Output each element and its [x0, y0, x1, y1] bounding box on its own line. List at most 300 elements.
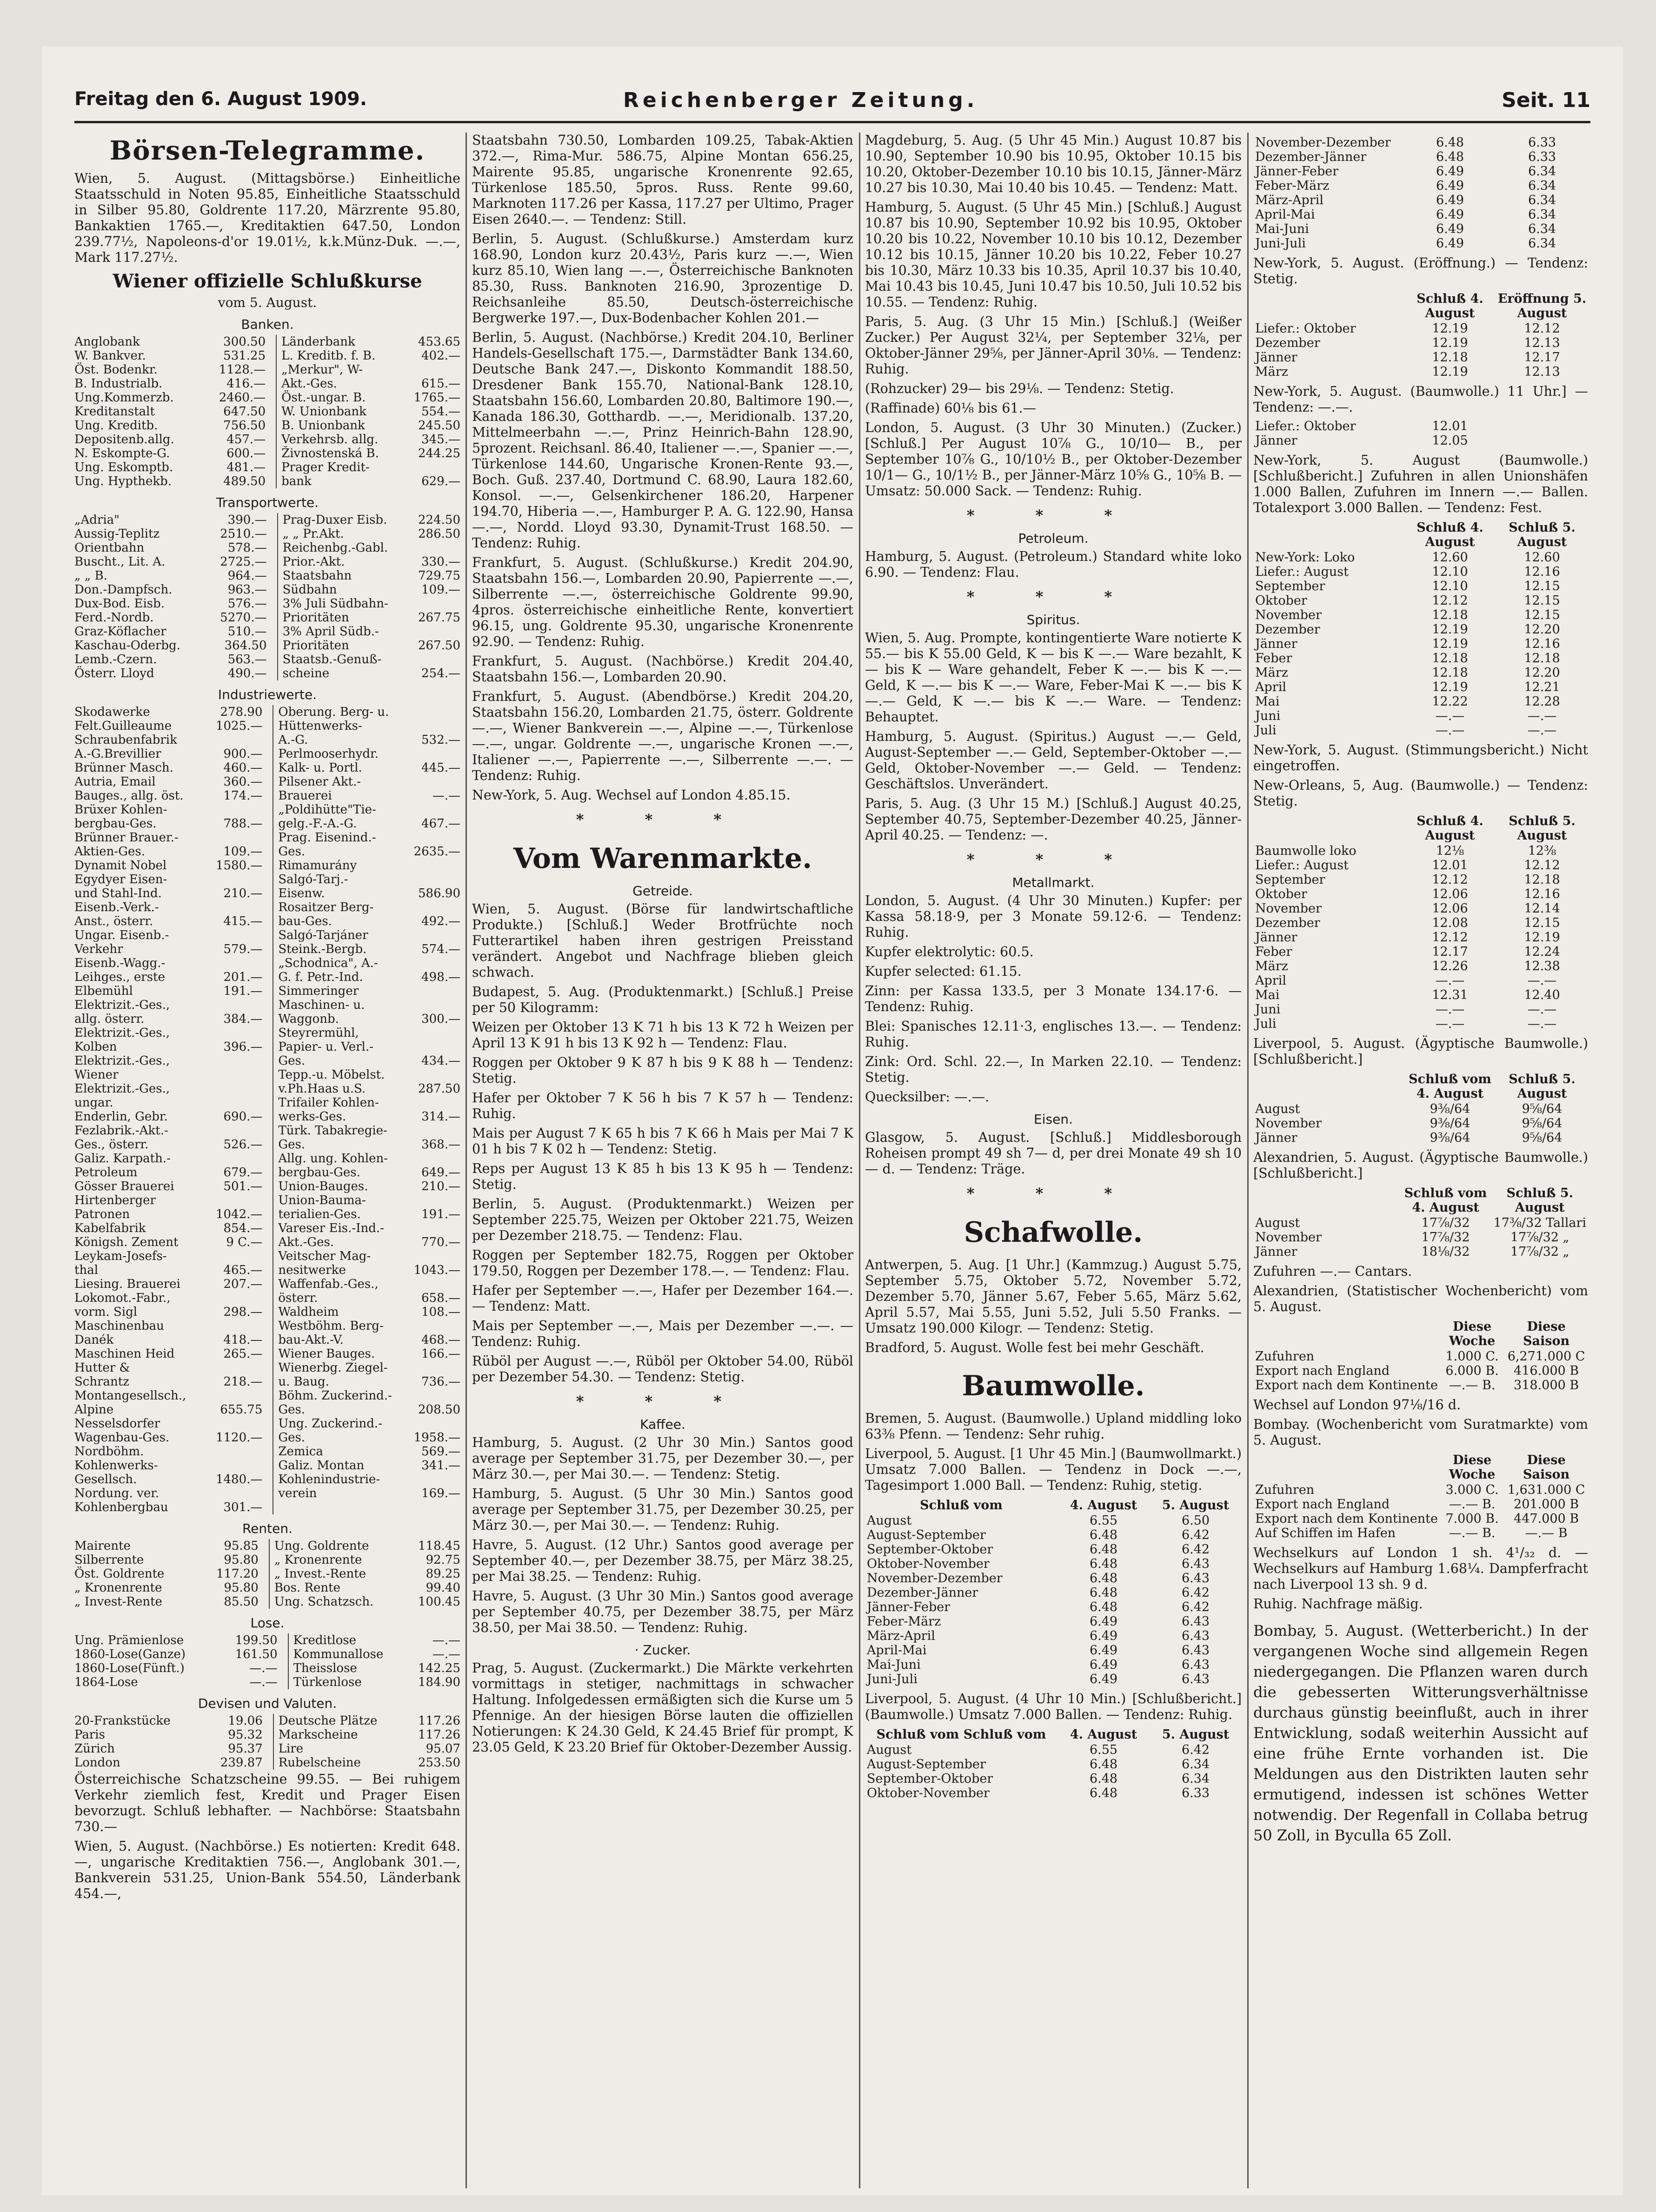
official-quotes-date: vom 5. August. — [218, 295, 317, 310]
security-name: Felt.Guilleaume — [74, 719, 172, 733]
newyork-eroeffnung-table — [1253, 291, 1588, 379]
security-price: 314.— — [421, 1110, 460, 1124]
price-table — [74, 1539, 460, 1609]
security-name: Kalk- u. Portl. — [273, 761, 407, 775]
security-name: Schraubenfabrik — [74, 733, 177, 747]
quote-row — [1253, 336, 1588, 350]
price-row — [74, 1647, 460, 1661]
article-havre-kaffee-2: Havre, 5. August. (3 Uhr 30 Min.) Santos good average per September 40.75, per Dezember 38.75, per März 38.50, per Mai 38.50. — Tendenz: Ruhig. — [472, 1588, 853, 1635]
page-header — [74, 79, 1590, 123]
security-price — [410, 625, 460, 639]
price-row — [74, 363, 460, 377]
article-hamburg-spiritus: Hamburg, 5. August. (Spiritus.) August —.— Geld, August-September —.— Geld, September-Oktober —.— Geld, Oktober-November —.— Geld. — Tendenz: Geschäftslos. Unverändert. — [865, 729, 1242, 792]
price-row — [74, 419, 460, 433]
quote-value: —.— B. — [1449, 1526, 1496, 1540]
security-name: Brüxer Kohlen- — [74, 803, 167, 817]
quote-value: 17⅜/32 Tallari — [1493, 1216, 1586, 1230]
quote-month: August-September — [867, 1757, 986, 1772]
security-name: Union-Bauges. — [273, 1179, 407, 1193]
security-price: 208.50 — [418, 1403, 460, 1417]
security-name: Elbemühl — [74, 984, 133, 998]
quote-row — [1253, 150, 1588, 164]
price-row — [74, 555, 460, 569]
liverpool-quote-table-1 — [865, 1497, 1242, 1686]
quote-value: 6.48 — [1089, 1772, 1118, 1786]
quote-value: 12.18 — [1432, 350, 1468, 365]
security-price: 95.37 — [228, 1742, 263, 1756]
security-price: 434.— — [421, 1054, 460, 1068]
quote-month: Dezember-Jänner — [867, 1586, 978, 1600]
quote-value: 6.49 — [1436, 193, 1464, 207]
price-row — [74, 1026, 460, 1040]
security-name: Rosaitzer Berg- — [273, 900, 407, 914]
security-price: 92.75 — [426, 1553, 460, 1567]
security-price: 300.50 — [223, 335, 266, 349]
price-row — [74, 1742, 460, 1756]
quote-value: 6.42 — [1181, 1743, 1210, 1757]
security-name: Verkehrsb. allg. — [276, 433, 403, 446]
security-price: 460.— — [223, 761, 263, 775]
security-price — [407, 998, 460, 1012]
security-name: scheine — [278, 666, 410, 680]
price-row — [74, 1249, 460, 1263]
quote-row — [1253, 365, 1588, 379]
security-name: Prioritäten — [278, 611, 410, 625]
security-name: Oberung. Berg- u. — [273, 705, 407, 719]
quote-value: 12.13 — [1524, 365, 1560, 379]
price-table — [74, 1633, 460, 1689]
article-newyork-stimmung: New-York, 5. August. (Stimmungsbericht.) Nicht eingetroffen. — [1253, 742, 1588, 773]
security-price — [208, 1445, 273, 1459]
security-name: Salgó-Tarjáner — [273, 928, 407, 942]
column-rule — [859, 133, 860, 2188]
price-row — [74, 747, 460, 761]
quote-row — [1253, 164, 1588, 179]
quote-value: 6.34 — [1528, 164, 1556, 179]
quote-month: Feber — [1255, 945, 1292, 959]
quote-value: —.— — [1435, 1017, 1465, 1031]
security-price: 457.— — [226, 433, 266, 446]
divider-stars: * * * — [966, 1185, 1140, 1202]
quote-head-row — [1253, 1071, 1588, 1102]
quote-month: Jänner-Feber — [1255, 164, 1339, 179]
price-row — [74, 859, 460, 873]
security-name: Galiz. Montan — [273, 1459, 407, 1472]
quote-head-cell — [1253, 813, 1404, 844]
quote-month: Jänner — [1255, 350, 1297, 365]
security-name: Lire — [273, 1742, 406, 1756]
security-name: „Adria" — [74, 513, 120, 527]
security-price — [407, 1389, 460, 1403]
price-row — [74, 666, 460, 680]
article-berlin-produkte: Berlin, 5. August. (Produktenmarkt.) Weizen per September 225.75, Weizen per Oktober 221.75, Weizen per Dezember 218.75. — Tendenz: Flau. — [472, 1196, 853, 1243]
security-name: terialien-Ges. — [273, 1207, 407, 1221]
category-spiritus: Spiritus. — [1026, 612, 1080, 627]
quote-value: 12.12 — [1432, 930, 1468, 945]
quote-row — [1253, 1512, 1588, 1526]
quote-head-row — [1253, 813, 1588, 844]
security-name: Aktien-Ges. — [74, 845, 145, 859]
security-name: Maschinenbau — [74, 1319, 164, 1333]
price-row — [74, 527, 460, 541]
security-name: Kreditanstalt — [74, 405, 155, 419]
quote-value: 6.33 — [1181, 1786, 1210, 1800]
price-row — [74, 1193, 460, 1207]
security-name: „ Invest-Rente — [74, 1595, 162, 1609]
price-row — [74, 733, 460, 747]
article-hamburg-zucker: Hamburg, 5. August. (5 Uhr 45 Min.) [Schluß.] August 10.87 bis 10.90, September 10.92 bis 10.95, Oktober 10.20 bis 10.22, November 10.10 bis 10.12, Dezember 10.12 bis 10.15, Jänner 10.20 bis 10.22, Feber 10.27 bis 10.30, März 10.33 bis 10.35, April 10.37 bis 10.40, Mai 10.43 bis 10.45, Juni 10.47 bis 10.50, Juli 10.52 bis 10.55. — Tendenz: Ruhig. — [865, 200, 1242, 310]
price-row — [74, 391, 460, 405]
security-price: —.— — [432, 1633, 460, 1647]
security-name: Prior.-Akt. — [278, 555, 410, 569]
security-price: 254.— — [421, 666, 460, 680]
quote-month: Mai-Juni — [1255, 222, 1309, 236]
security-name: 3% Juli Südbahn- — [278, 597, 410, 611]
quote-month: Jänner — [1255, 637, 1297, 651]
quote-value: 6.34 — [1181, 1772, 1210, 1786]
security-price: 1025.— — [215, 719, 263, 733]
price-row — [74, 1714, 460, 1728]
quote-row — [865, 1743, 1242, 1757]
security-price: 1480.— — [215, 1472, 263, 1486]
security-price: 95.80 — [224, 1553, 259, 1567]
security-name: Böhm. Zuckerind.- — [273, 1389, 407, 1403]
quote-table — [1253, 1319, 1588, 1392]
security-price: 210.— — [421, 1179, 460, 1193]
security-price — [407, 747, 460, 761]
security-name: Waffenfab.-Ges., — [273, 1277, 407, 1291]
security-name: Union-Bauma- — [273, 1193, 407, 1207]
security-name: Lokomot.-Fabr., — [74, 1291, 171, 1305]
quote-month: September-Oktober — [867, 1772, 993, 1786]
quote-month: November — [1255, 1116, 1322, 1131]
quote-value: 6.48 — [1089, 1528, 1118, 1542]
security-name: Staatsbahn — [278, 569, 410, 583]
column-2 — [472, 133, 853, 2188]
quote-head-cell — [1253, 1185, 1400, 1216]
security-name: Autria, Email — [74, 775, 156, 789]
quote-row — [865, 1672, 1242, 1686]
quote-row — [1253, 565, 1588, 579]
quote-month: Auf Schiffen im Hafen — [1255, 1526, 1396, 1540]
quote-value: 12.20 — [1524, 666, 1560, 680]
security-name: Silberrente — [74, 1553, 144, 1567]
category-zucker: · Zucker. — [634, 1642, 691, 1658]
article-paris-spiritus: Paris, 5. Aug. (3 Uhr 15 M.) [Schluß.] August 40.25, September 40.75, September-Dezember 40.25, Jänner-April 40.25. — Tendenz: —. — [865, 796, 1242, 843]
quote-value: 6.48 — [1089, 1586, 1118, 1600]
security-price — [208, 998, 273, 1012]
quote-value: 12.06 — [1432, 901, 1468, 916]
security-name: Prioritäten — [278, 639, 410, 653]
security-price: 467.— — [421, 817, 460, 831]
quote-row — [865, 1571, 1242, 1586]
security-name: verein — [273, 1486, 407, 1500]
security-name: Veitscher Mag- — [273, 1249, 407, 1263]
security-price — [208, 1054, 273, 1068]
security-name: Deutsche Plätze — [273, 1714, 406, 1728]
security-price: 100.45 — [418, 1595, 460, 1609]
price-row — [74, 569, 460, 583]
quote-month: Dezember-Jänner — [1255, 150, 1367, 164]
security-name: Öst. Bodenkr. — [74, 363, 158, 377]
quote-head-cell — [1253, 520, 1404, 550]
article-bombay-nachfrage: Ruhig. Nachfrage mäßig. — [1253, 1596, 1423, 1612]
security-price — [208, 1152, 273, 1166]
security-price — [407, 1068, 460, 1082]
security-price — [407, 1472, 460, 1486]
article-budapest-roggen: Roggen per Oktober 9 K 87 h bis 9 K 88 h — Tendenz: Stetig. — [472, 1055, 853, 1086]
quote-head-row — [1253, 1319, 1588, 1349]
quote-value: 318.000 B — [1514, 1378, 1579, 1392]
security-name: Brünner Brauer.- — [74, 831, 179, 845]
security-price: 245.50 — [418, 419, 460, 433]
price-row — [74, 1581, 460, 1595]
security-name: Elektrizit.-Ges., — [74, 1026, 170, 1040]
quote-value: 12.13 — [1524, 336, 1560, 350]
quote-row — [1253, 1017, 1588, 1031]
quote-row — [1253, 1483, 1588, 1497]
quote-month: April-Mai — [1255, 207, 1315, 222]
security-price — [407, 1249, 460, 1263]
security-name: Patronen — [74, 1207, 130, 1221]
security-price — [410, 653, 460, 666]
security-price: 788.— — [223, 817, 263, 831]
price-row — [74, 803, 460, 817]
security-name: Mairente — [74, 1539, 131, 1553]
quote-value: 6.43 — [1181, 1643, 1210, 1658]
quote-table — [1253, 135, 1588, 251]
quote-month: Export nach dem Kontinente — [1255, 1512, 1438, 1526]
quote-month: Liefer.: Oktober — [1255, 321, 1356, 336]
price-row — [74, 831, 460, 845]
quote-table — [865, 1726, 1242, 1800]
security-name: Nordung. ver. — [74, 1486, 160, 1500]
security-price: 445.— — [421, 761, 460, 775]
security-name: Ung. Prämienlose — [74, 1633, 184, 1647]
security-price: 364.50 — [224, 639, 267, 653]
security-name: Elektrizit.-Ges., — [74, 1054, 170, 1068]
quote-value: 12.15 — [1524, 579, 1560, 593]
quote-month: September — [1255, 579, 1325, 593]
security-name: Perlmooserhydr. — [273, 747, 407, 761]
quote-value: 447.000 B — [1514, 1512, 1579, 1526]
quote-month: Feber-März — [867, 1614, 941, 1629]
security-name: Salgó-Tarj.- — [273, 873, 407, 886]
article-berlin-nachboerse: Berlin, 5. August. (Nachbörse.) Kredit 204.10, Berliner Handels-Gesellschaft 175.—, Darmstädter Bank 134.60, Deutsche Bank 247.—, Diskonto Kommandit 188.50, Dresdener Bank 155.70, National-Bank 128.10, Staatsbahn 156.60, Lombarden 20.80, Baltimore 190.—, Kanada 186.30, Gotthardb. —.—, Meridionalb. 137.20, Mittelmeerbahn —.—, Prinz Heinrich-Bahn 128.90, 5prozent. Reichsanl. 86.40, Italiener —.—, Spanier —.—, Türkenlose 144.60, Ungarische Kronen-Rente 93.—, Boch. Guß. 237.40, Dortmund C. 68.90, Laura 182.60, Konsol. —.—, Gelsenkirchener 186.20, Harpener 194.70, Hiberia —.—, Hamburger P. A. G. 122.90, Hansa —.—, Nordd. Lloyd 93.30, Dynamit-Trust 168.50. — Tendenz: Ruhig. — [472, 330, 853, 551]
security-price: 253.50 — [418, 1756, 460, 1770]
security-name: 1860-Lose(Fünft.) — [74, 1661, 185, 1675]
security-name: Orientbahn — [74, 541, 145, 555]
article-antwerpen-wolle: Antwerpen, 5. Aug. [1 Uhr.] (Kammzug.) August 5.75, September 5.75, Oktober 5.72, November 5.72, Dezember 5.70, Jänner 5.67, Feber 5.65, März 5.62, April 5.57, Mai 5.55, Juni 5.52, Juli 5.50 Franks. — Umsatz 190.000 Kilogr. — Tendenz: Stetig. — [865, 1257, 1242, 1336]
quote-head-cell — [1253, 291, 1404, 321]
article-prag-zucker: Prag, 5. August. (Zuckermarkt.) Die Märkte verkehrten vormittags in stetiger, nachmittags in schwacher Haltung. Infolgedessen ermäßigten sich die Kurse um 5 Pfennige. An der hiesigen Börse lauten die offiziellen Notierungen: K 24.30 Geld, K 24.45 Brief für prompt, K 23.05 Geld, K 23.20 Brief für Oktober-Dezember Aussig. — [472, 1660, 853, 1755]
price-row — [74, 460, 460, 474]
security-price: 99.40 — [426, 1581, 460, 1595]
security-price: 9 C.— — [226, 1235, 263, 1249]
quote-month: Mai — [1255, 694, 1280, 709]
security-name: nesitwerke — [273, 1263, 407, 1277]
quote-value: 6.43 — [1181, 1557, 1210, 1571]
quote-month: Export nach dem Kontinente — [1255, 1378, 1438, 1392]
quote-value: 12.18 — [1432, 608, 1468, 622]
quote-row — [865, 1542, 1242, 1557]
quote-row — [1253, 1526, 1588, 1540]
quote-row — [1253, 550, 1588, 565]
article-budapest-weizen: Weizen per Oktober 13 K 71 h bis 13 K 72 h Weizen per April 13 K 91 h bis 13 K 92 h — Tendenz: Flau. — [472, 1019, 853, 1051]
quote-value: 6.34 — [1528, 236, 1556, 251]
security-name: Anst., österr. — [74, 914, 153, 928]
security-name: Ferd.-Nordb. — [74, 611, 154, 625]
security-price: 169.— — [421, 1486, 460, 1500]
security-name: Ges., österr. — [74, 1138, 149, 1152]
article-budapest: Budapest, 5. Aug. (Produktenmarkt.) [Schluß.] Preise per 50 Kilogramm: — [472, 984, 853, 1015]
quote-head-cell — [1253, 1452, 1440, 1483]
security-price: 629.— — [421, 474, 460, 488]
security-price: 600.— — [226, 446, 266, 460]
security-name: Gesellsch. — [74, 1472, 137, 1486]
security-price: 647.50 — [223, 405, 266, 419]
quote-value: 12.18 — [1524, 873, 1560, 887]
security-price — [410, 597, 460, 611]
security-name: Anglobank — [74, 335, 140, 349]
security-name: „Schodnica", A.- — [273, 956, 407, 970]
quote-value: 9⅜/64 — [1430, 1102, 1470, 1116]
quote-month: März-April — [1255, 193, 1323, 207]
quote-value — [1496, 433, 1588, 448]
quote-value: 6.42 — [1181, 1542, 1210, 1557]
security-price: 5270.— — [220, 611, 267, 625]
price-row — [74, 789, 460, 803]
quote-head-cell: Schluß 4. August — [1417, 814, 1483, 843]
security-price: 574.— — [421, 942, 460, 956]
quote-month: Oktober — [1255, 593, 1307, 608]
security-name: Akt.-Ges. — [273, 1235, 407, 1249]
price-section-label: Transportwerte. — [216, 495, 319, 510]
quote-value: 12.05 — [1432, 433, 1468, 448]
security-price: 1120.— — [215, 1431, 263, 1445]
security-price — [208, 733, 273, 747]
quote-value: 12.20 — [1524, 622, 1560, 637]
security-price: 2635.— — [413, 845, 460, 859]
security-price: 201.— — [223, 970, 263, 984]
security-name: Kreditlose — [288, 1633, 407, 1647]
security-price: 109.— — [223, 845, 263, 859]
quote-value: 6.43 — [1181, 1571, 1210, 1586]
security-price: 963.— — [227, 583, 267, 597]
quote-row — [865, 1600, 1242, 1614]
quote-head-cell: Schluß 5. August — [1509, 520, 1576, 549]
quote-row — [1253, 709, 1588, 723]
security-name: B. Unionbank — [276, 419, 403, 433]
security-price — [403, 460, 460, 474]
quote-value: 9⅝/64 — [1522, 1131, 1563, 1145]
security-name: „Poldihütte"Tie- — [273, 803, 407, 817]
quote-value: 6.33 — [1528, 150, 1556, 164]
quote-month: Jänner — [1255, 930, 1297, 945]
security-name: Theisslose — [288, 1661, 407, 1675]
security-name: Živnostenská B. — [276, 446, 403, 460]
quote-month: Dezember — [1255, 916, 1320, 930]
security-price: 2725.— — [220, 555, 267, 569]
quote-value: 6.49 — [1436, 236, 1464, 251]
security-price: 117.26 — [418, 1714, 460, 1728]
security-name: Kabelfabrik — [74, 1221, 146, 1235]
article-hamburg-kaffee-1: Hamburg, 5. August. (2 Uhr 30 Min.) Santos good average per September 31.75, per Dezember 30.—, per März 30.—, per Mai 30.—. — Tendenz: Stetig. — [472, 1435, 853, 1482]
quote-month: November-Dezember — [1255, 135, 1391, 150]
price-row — [74, 1277, 460, 1291]
newyork-schluss-table — [1253, 520, 1588, 738]
security-name: Maschinen- u. — [273, 998, 407, 1012]
quote-value: 6.34 — [1528, 222, 1556, 236]
quote-value: 12.12 — [1524, 321, 1560, 336]
price-row — [74, 1291, 460, 1305]
quote-value: 12.18 — [1432, 651, 1468, 666]
article-havre-kaffee-1: Havre, 5. August. (12 Uhr.) Santos good average per September 40.—, per Dezember 38.75, per März 38.25, per Mai 38.25. — Tendenz: Ruhig. — [472, 1537, 853, 1584]
quote-value: 6.34 — [1528, 193, 1556, 207]
quote-value: 6.49 — [1089, 1672, 1118, 1686]
quote-row — [865, 1557, 1242, 1571]
price-row — [74, 1361, 460, 1375]
quote-month: Dezember — [1255, 622, 1320, 637]
security-price — [208, 1193, 273, 1207]
security-name: bergbau-Ges. — [74, 817, 157, 831]
security-name: Wagenbau-Ges. — [74, 1431, 170, 1445]
quote-month: September-Oktober — [867, 1542, 993, 1557]
quote-value: 12.10 — [1432, 579, 1468, 593]
quote-row — [1253, 694, 1588, 709]
quote-month: November — [1255, 608, 1322, 622]
article-bremen-baumwolle: Bremen, 5. August. (Baumwolle.) Upland middling loko 63⅜ Pfenn. — Tendenz: Sehr ruhig. — [865, 1411, 1242, 1442]
security-price — [208, 1319, 273, 1333]
article-newyork-wechsel: New-York, 5. Aug. Wechsel auf London 4.85.15. — [472, 787, 791, 803]
security-name: Ung. Eskomptb. — [74, 460, 173, 474]
security-name: Liesing. Brauerei — [74, 1277, 180, 1291]
price-row — [74, 719, 460, 733]
security-name: Dynamit Nobel — [74, 859, 167, 873]
security-name: u. Baug. — [273, 1375, 407, 1389]
article-wien-continued: Staatsbahn 730.50, Lombarden 109.25, Tabak-Aktien 372.—, Rima-Mur. 586.75, Alpine Montan 656.25, Mairente 95.85, ungarische Kronenrente 92.65, Türkenlose 185.50, 5pros. Russ. Rente 99.60, Marknoten 117.26 per Kassa, 117.27 per Ultimo, Prager Eisen 2640.—. — Tendenz: Still. — [472, 133, 853, 227]
quote-row — [1253, 1364, 1588, 1378]
column-rule — [466, 133, 467, 2188]
security-price: 615.— — [421, 377, 460, 391]
security-price: 117.26 — [418, 1728, 460, 1742]
security-price — [208, 1389, 273, 1403]
price-row — [74, 1431, 460, 1445]
security-name: Ges. — [273, 845, 407, 859]
security-name: Danék — [74, 1333, 114, 1347]
security-name: Waggonb. — [273, 1012, 407, 1026]
security-name: Elektrizit.-Ges., — [74, 1082, 170, 1096]
price-row — [74, 1445, 460, 1459]
article-schatzscheine: Österreichische Schatzscheine 99.55. — Bei ruhigem Verkehr ziemlich fest, Kredit und Prager Eisen bevorzugt. Schluß lebhafter. — Nachbörse: Staatsbahn 730.— — [74, 1772, 460, 1834]
security-name: Petroleum — [74, 1166, 138, 1179]
security-name: Steink.-Bergb. — [273, 942, 407, 956]
price-row — [74, 446, 460, 460]
security-price: 265.— — [223, 1347, 263, 1361]
newspaper-page — [42, 47, 1623, 2195]
quote-value: —.— B. — [1449, 1378, 1496, 1392]
price-row — [74, 942, 460, 956]
security-price: 199.50 — [235, 1633, 278, 1647]
security-price: 396.— — [223, 1040, 263, 1054]
divider-stars: * * * — [576, 1392, 750, 1410]
security-price — [407, 1193, 460, 1207]
security-price — [208, 900, 273, 914]
price-table — [74, 513, 460, 680]
security-name: Nesselsdorfer — [74, 1417, 160, 1431]
quote-head-row — [1253, 291, 1588, 321]
quote-value: 18⅛/32 — [1421, 1245, 1470, 1259]
